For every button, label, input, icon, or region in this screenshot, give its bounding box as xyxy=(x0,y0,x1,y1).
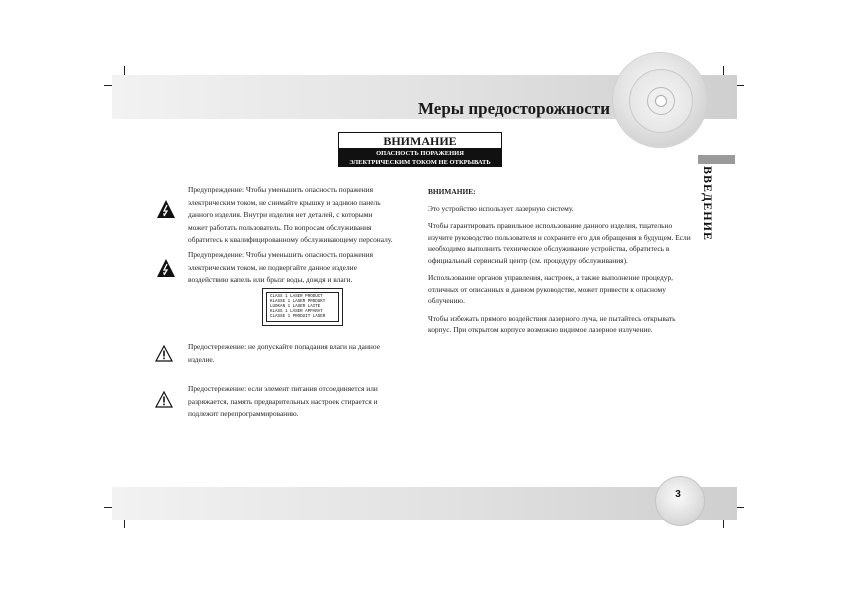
section-heading: ВНИМАНИЕ: xyxy=(428,187,476,196)
shock-warning-box xyxy=(338,132,502,168)
text-line: Предупреждение: Чтобы уменьшить опасность поражения xyxy=(188,185,374,194)
text-line: изделие. xyxy=(188,354,215,364)
laser-caution-section xyxy=(428,186,698,342)
text-line: электрическим током, не снимайте крышку и заднюю панель xyxy=(188,197,381,207)
battery-caution-text xyxy=(188,383,413,421)
text-line: Предостережение: если элемент питания отсоединяется или xyxy=(188,384,378,393)
moisture-caution-text xyxy=(188,341,413,366)
page-number: 3 xyxy=(675,489,681,500)
paragraph: Чтобы гарантировать правильное использование данного изделия, тщательно изучите руководство пользователя и сохраните его для обращения в будущем. Если необходимо выполнить техническое обслуживание устройства, обратитесь в официальный сервисный центр (см. процедуру обслуживания). xyxy=(428,221,691,265)
laser-label-line: LUOKAN 1 LASER LAITE xyxy=(270,305,321,310)
text-line: разряжается, память предварительных настроек стирается и xyxy=(188,396,378,406)
caution-icon xyxy=(155,345,173,362)
section-tab: ВВЕДЕНИЕ xyxy=(701,166,715,241)
laser-class-label xyxy=(262,288,343,326)
disc-hole xyxy=(655,95,667,107)
text-line: подлежит перепрограммированию. xyxy=(188,409,299,418)
warning-title: ВНИМАНИЕ xyxy=(338,132,502,149)
text-line: обратитесь к квалифицированному обслуживающему персоналу. xyxy=(188,235,393,244)
text-line: Предупреждение: Чтобы уменьшить опасность поражения xyxy=(188,250,374,259)
section-tab-bar xyxy=(698,155,735,164)
paragraph: Это устройство использует лазерную систему. xyxy=(428,203,574,213)
text-line: данного изделия. Внутри изделия нет деталей, с которыми xyxy=(188,210,373,219)
shock-warning-text-1 xyxy=(188,184,413,247)
lightning-warning-icon xyxy=(156,199,176,219)
laser-label-inner xyxy=(266,292,339,322)
laser-label-line: CLASSE 1 PRODUIT LASER xyxy=(270,315,326,320)
shock-warning-text-2 xyxy=(188,249,413,287)
footer-band xyxy=(112,487,737,520)
page-title: Меры предосторожности xyxy=(417,99,610,118)
laser-label-line: KLASSE 1 LASER PRODUKT xyxy=(270,300,326,305)
paragraph: Использование органов управления, настроек, а также выполнение процедур, отличных от описанных в данном руководстве, может привести к опасному облучению. xyxy=(428,273,673,305)
warning-subtitle xyxy=(338,149,502,167)
laser-label-line: CLASS 1 LASER PRODUCT xyxy=(270,295,323,299)
text-line: может работать пользователь. По вопросам обслуживания xyxy=(188,222,372,232)
warning-subtitle-line: ОПАСНОСТЬ ПОРАЖЕНИЯ xyxy=(376,150,464,157)
text-line: воздействию капель или брызг воды, дождя и влаги. xyxy=(188,275,353,284)
text-line: Предостережение: не допускайте попадания влаги на данное xyxy=(188,342,380,351)
text-line: электрическим током, не подвергайте данное изделие xyxy=(188,262,357,272)
caution-icon xyxy=(155,391,173,408)
paragraph: Чтобы избежать прямого воздействия лазерного луча, не пытайтесь открывать корпус. При открытом корпусе возможно видимое лазерное излучение. xyxy=(428,313,676,334)
lightning-warning-icon xyxy=(156,258,176,278)
warning-subtitle-line: ЭЛЕКТРИЧЕСКИМ ТОКОМ НЕ ОТКРЫВАТЬ xyxy=(349,158,491,166)
laser-label-line: KLASS 1 LASER APPARAT xyxy=(270,310,323,315)
